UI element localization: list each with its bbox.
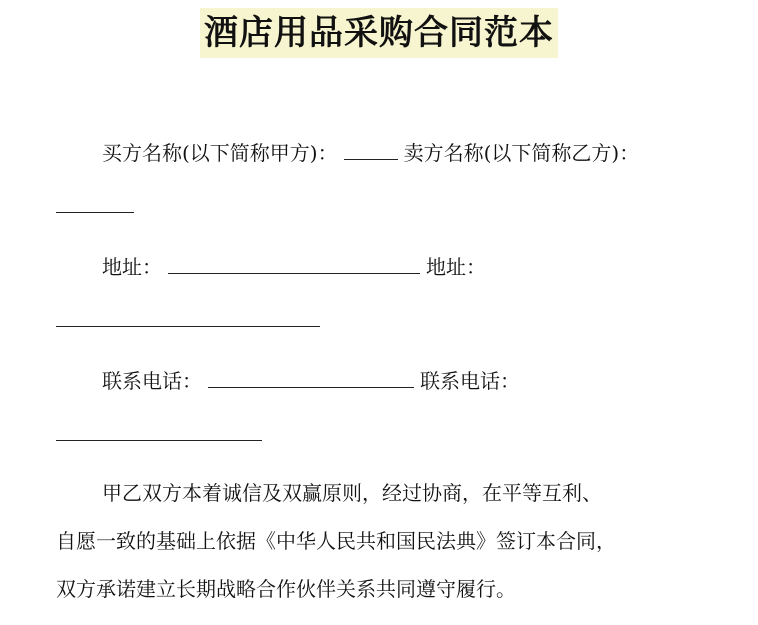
buyer-address-blank — [168, 253, 420, 274]
party-names-row — [102, 138, 742, 168]
address-row — [102, 252, 742, 282]
buyer-name-blank — [344, 139, 398, 160]
seller-name-blank — [56, 212, 134, 213]
seller-phone-blank — [56, 440, 262, 441]
body-line-3: 双方承诺建立长期战略合作伙伴关系共同遵守履行。 — [56, 577, 516, 601]
buyer-address-label: 地址： — [102, 255, 162, 279]
seller-address-blank — [56, 326, 320, 327]
body-line-2: 自愿一致的基础上依据《中华人民共和国民法典》签订本合同， — [56, 529, 616, 553]
buyer-phone-label: 联系电话： — [102, 369, 202, 393]
title-container — [0, 8, 758, 58]
phone-row — [102, 366, 742, 396]
buyer-phone-blank — [208, 367, 414, 388]
document-title: 酒店用品采购合同范本 — [200, 8, 558, 58]
seller-phone-label: 联系电话： — [420, 369, 520, 393]
body-line-1: 甲乙双方本着诚信及双赢原则，经过协商，在平等互利、 — [102, 481, 602, 505]
seller-address-label: 地址： — [426, 255, 486, 279]
seller-name-label: 卖方名称(以下简称乙方)： — [403, 141, 640, 165]
buyer-name-label: 买方名称(以下简称甲方)： — [102, 141, 338, 165]
